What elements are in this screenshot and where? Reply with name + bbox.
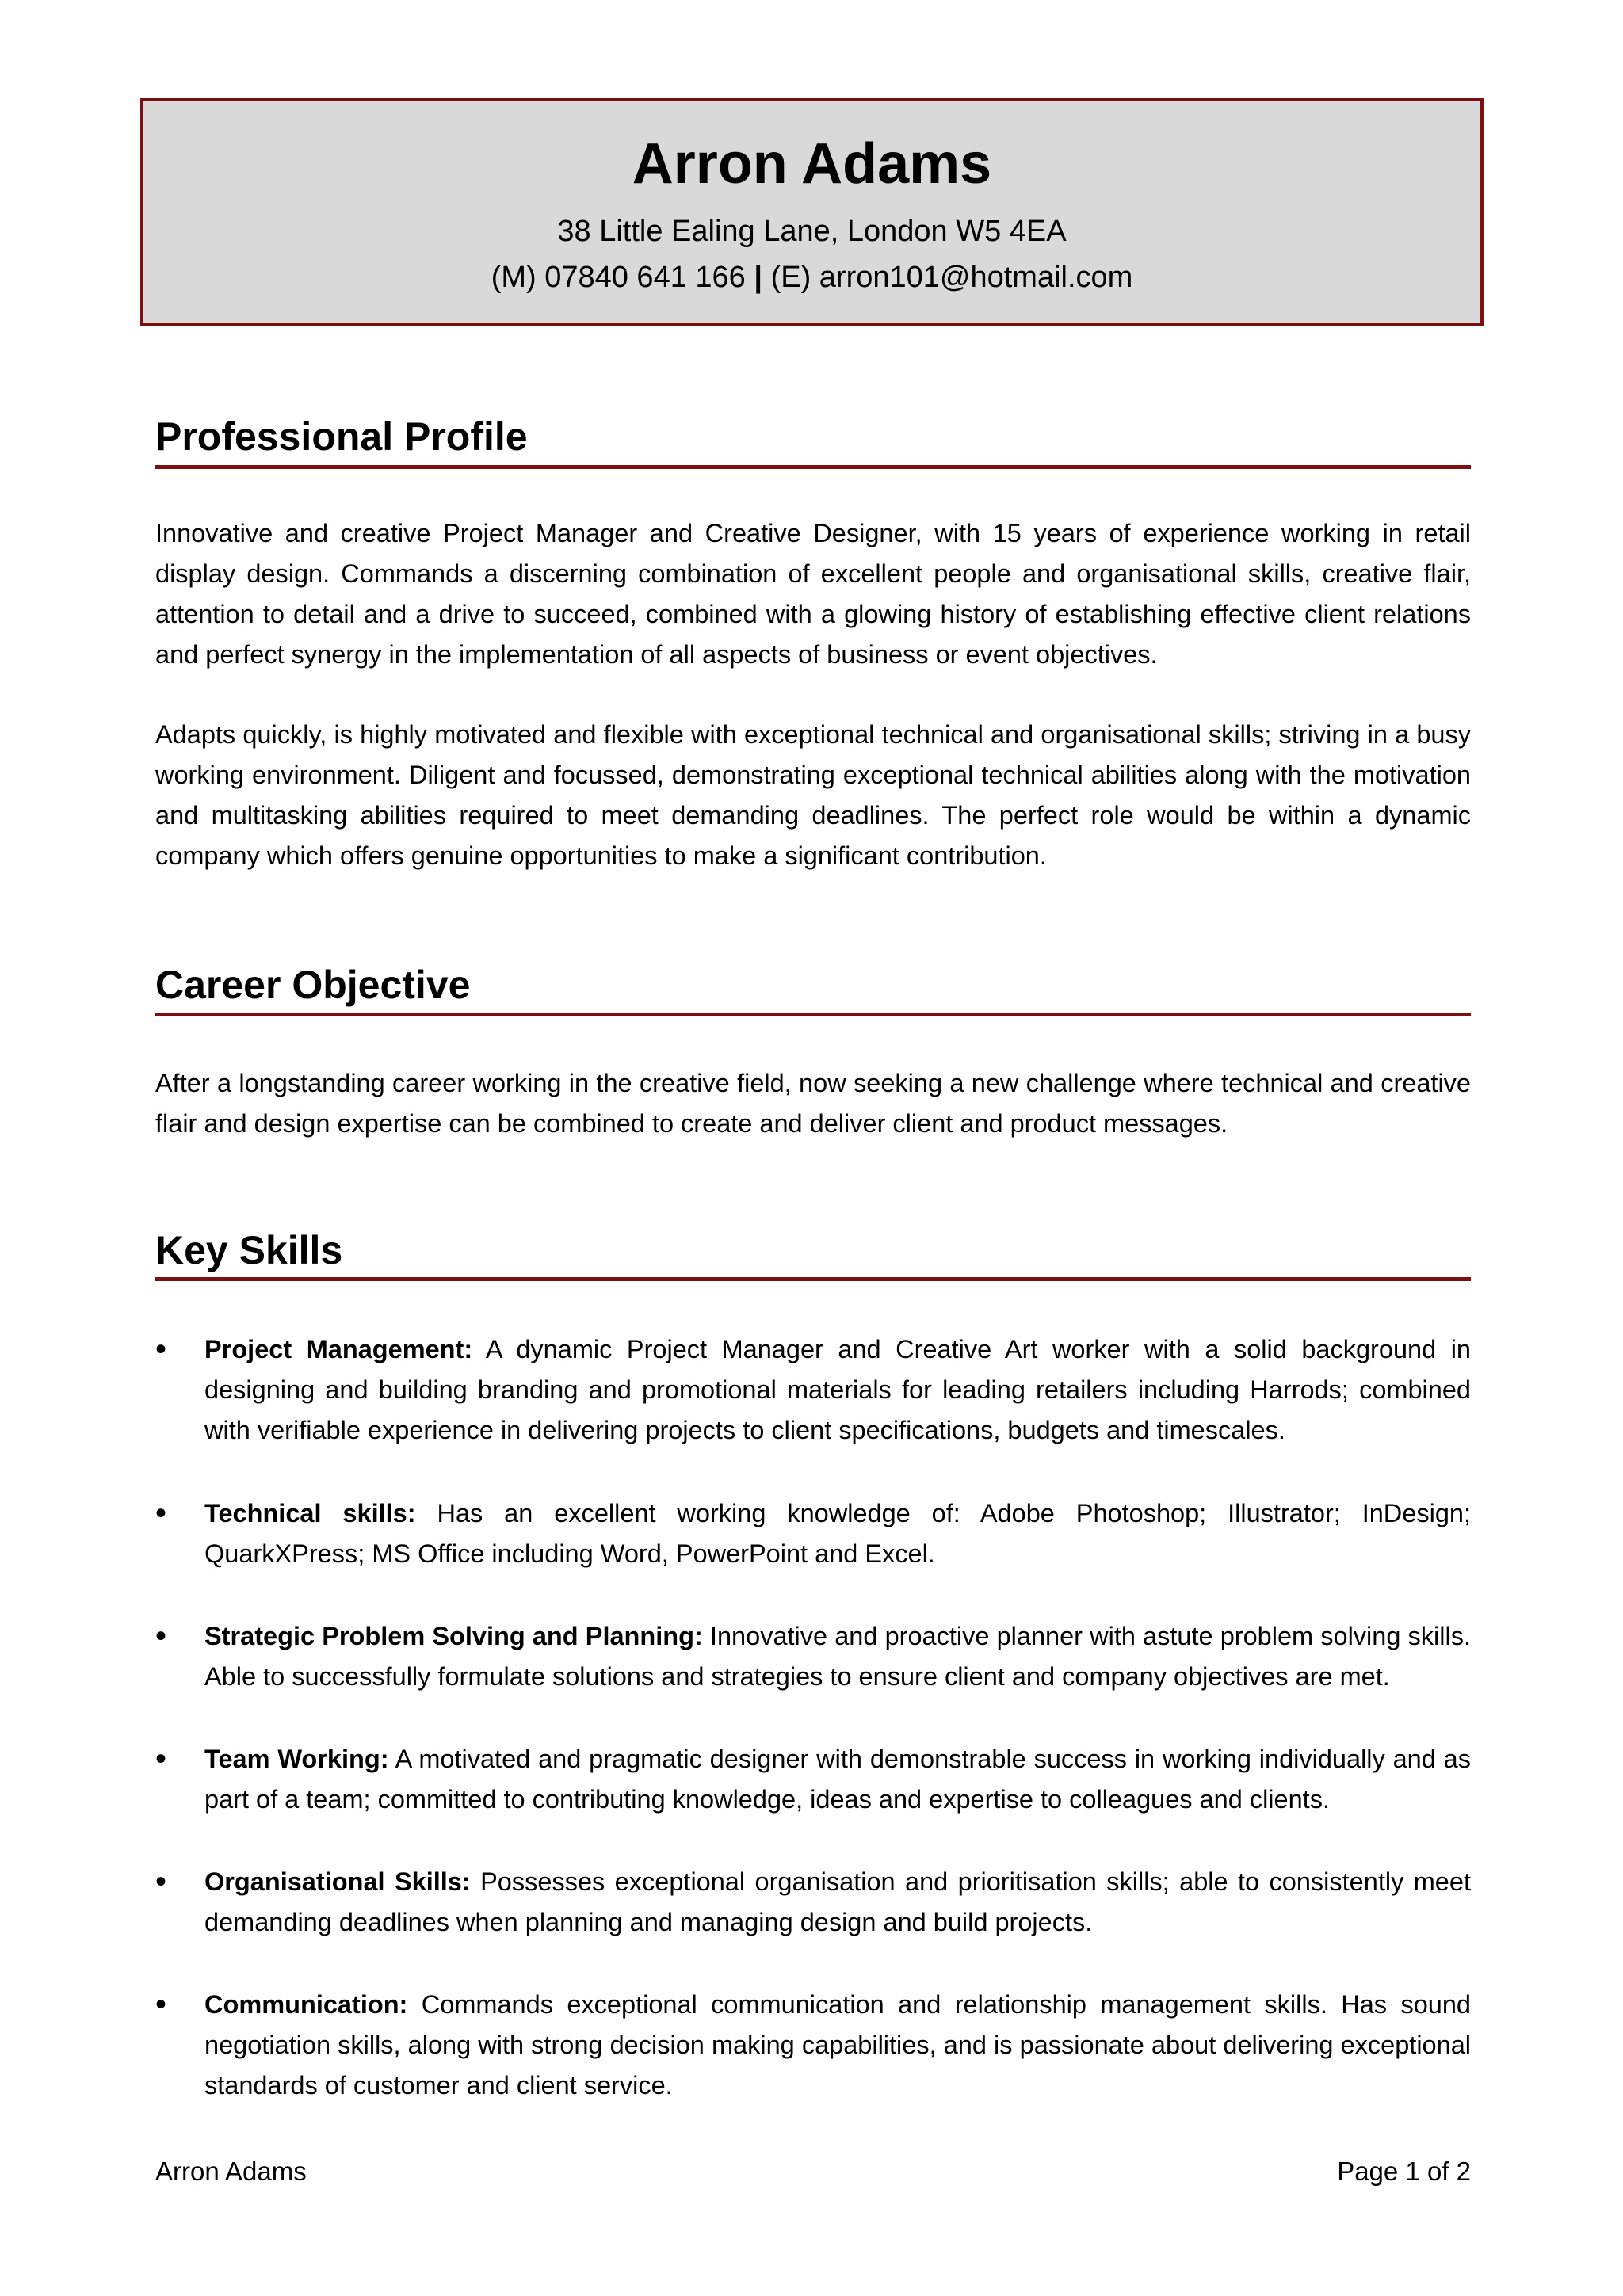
separator: | — [754, 260, 762, 294]
skill-description: Commands exceptional communication and relationship management skills. Has sound negotiation skills, along with strong decision making capabilities, and is passionate about delivering exceptional standards of customer and client service. — [204, 1990, 1471, 2100]
contact-header — [140, 98, 1484, 326]
mobile-number: (M) 07840 641 166 — [491, 260, 746, 294]
section-title-career-objective: Career Objective — [155, 963, 471, 1007]
skill-title: Project Management: — [204, 1335, 473, 1363]
profile-paragraph-2: Adapts quickly, is highly motivated and flexible with exceptional technical and organisational skills; striving in a busy working environment. Diligent and focussed, demonstrating exceptional technical abilities along with the motivation and multitasking abilities required to meet demanding deadlines. The perfect role would be within a dynamic company which offers genuine opportunities to make a significant contribution. — [155, 720, 1471, 870]
bullet: • — [155, 1496, 167, 1531]
skill-description: Innovative and proactive planner with astute problem solving skills. Able to successfully formulate solutions and strategies to ensure client and company objectives are met. — [204, 1622, 1471, 1691]
bullet: • — [155, 1987, 167, 2022]
section-divider — [155, 465, 1471, 469]
skill-item — [155, 1329, 1471, 1451]
skill-item — [155, 1493, 1471, 1574]
footer-page-number: Page 1 of 2 — [1337, 2157, 1471, 2186]
skill-title: Organisational Skills: — [204, 1867, 471, 1896]
skill-title: Strategic Problem Solving and Planning: — [204, 1622, 703, 1650]
bullet: • — [155, 1332, 167, 1367]
bullet: • — [155, 1619, 167, 1653]
bullet: • — [155, 1864, 167, 1899]
skill-title: Team Working: — [204, 1745, 389, 1773]
email-address: (E) arron101@hotmail.com — [770, 260, 1133, 294]
section-title-professional-profile: Professional Profile — [155, 414, 528, 459]
address: 38 Little Ealing Lane, London W5 4EA — [557, 214, 1067, 248]
skill-item — [155, 1862, 1471, 1943]
skill-description: A dynamic Project Manager and Creative Art worker with a solid background in designing and building branding and promotional materials for leading retailers including Harrods; combined with verifiable experience in delivering projects to client specifications, budgets and timescales. — [204, 1335, 1471, 1444]
skill-description: Has an excellent working knowledge of: Adobe Photoshop; Illustrator; InDesign; QuarkXPress; MS Office including Word, PowerPoint and Excel. — [204, 1499, 1472, 1568]
bullet: • — [155, 1741, 167, 1776]
section-divider — [155, 1277, 1471, 1281]
skill-item — [155, 1985, 1471, 2106]
applicant-name: Arron Adams — [632, 132, 992, 196]
skill-item — [155, 1616, 1471, 1697]
address-line — [143, 208, 1480, 300]
section-title-key-skills: Key Skills — [155, 1228, 343, 1272]
career-objective-text: After a longstanding career working in the creative field, now seeking a new challenge where technical and creative flair and design expertise can be combined to create and deliver client and product messages. — [155, 1069, 1471, 1138]
skill-item — [155, 1739, 1471, 1820]
skill-title: Technical skills: — [204, 1499, 416, 1527]
skill-description: A motivated and pragmatic designer with demonstrable success in working individually and as part of a team; committed to contributing knowledge, ideas and expertise to colleagues and clients. — [204, 1745, 1471, 1814]
skill-description: Possesses exceptional organisation and prioritisation skills; able to consistently meet demanding deadlines when planning and managing design and build projects. — [204, 1867, 1471, 1936]
footer-name: Arron Adams — [155, 2157, 307, 2186]
profile-paragraph-1: Innovative and creative Project Manager and Creative Designer, with 15 years of experience working in retail display design. Commands a discerning combination of excellent people and organisational skills, creative flair, attention to detail and a drive to succeed, combined with a glowing history of establishing effective client relations and perfect synergy in the implementation of all aspects of business or event objectives. — [155, 519, 1471, 669]
skill-title: Communication: — [204, 1990, 408, 2019]
section-divider — [155, 1013, 1471, 1016]
